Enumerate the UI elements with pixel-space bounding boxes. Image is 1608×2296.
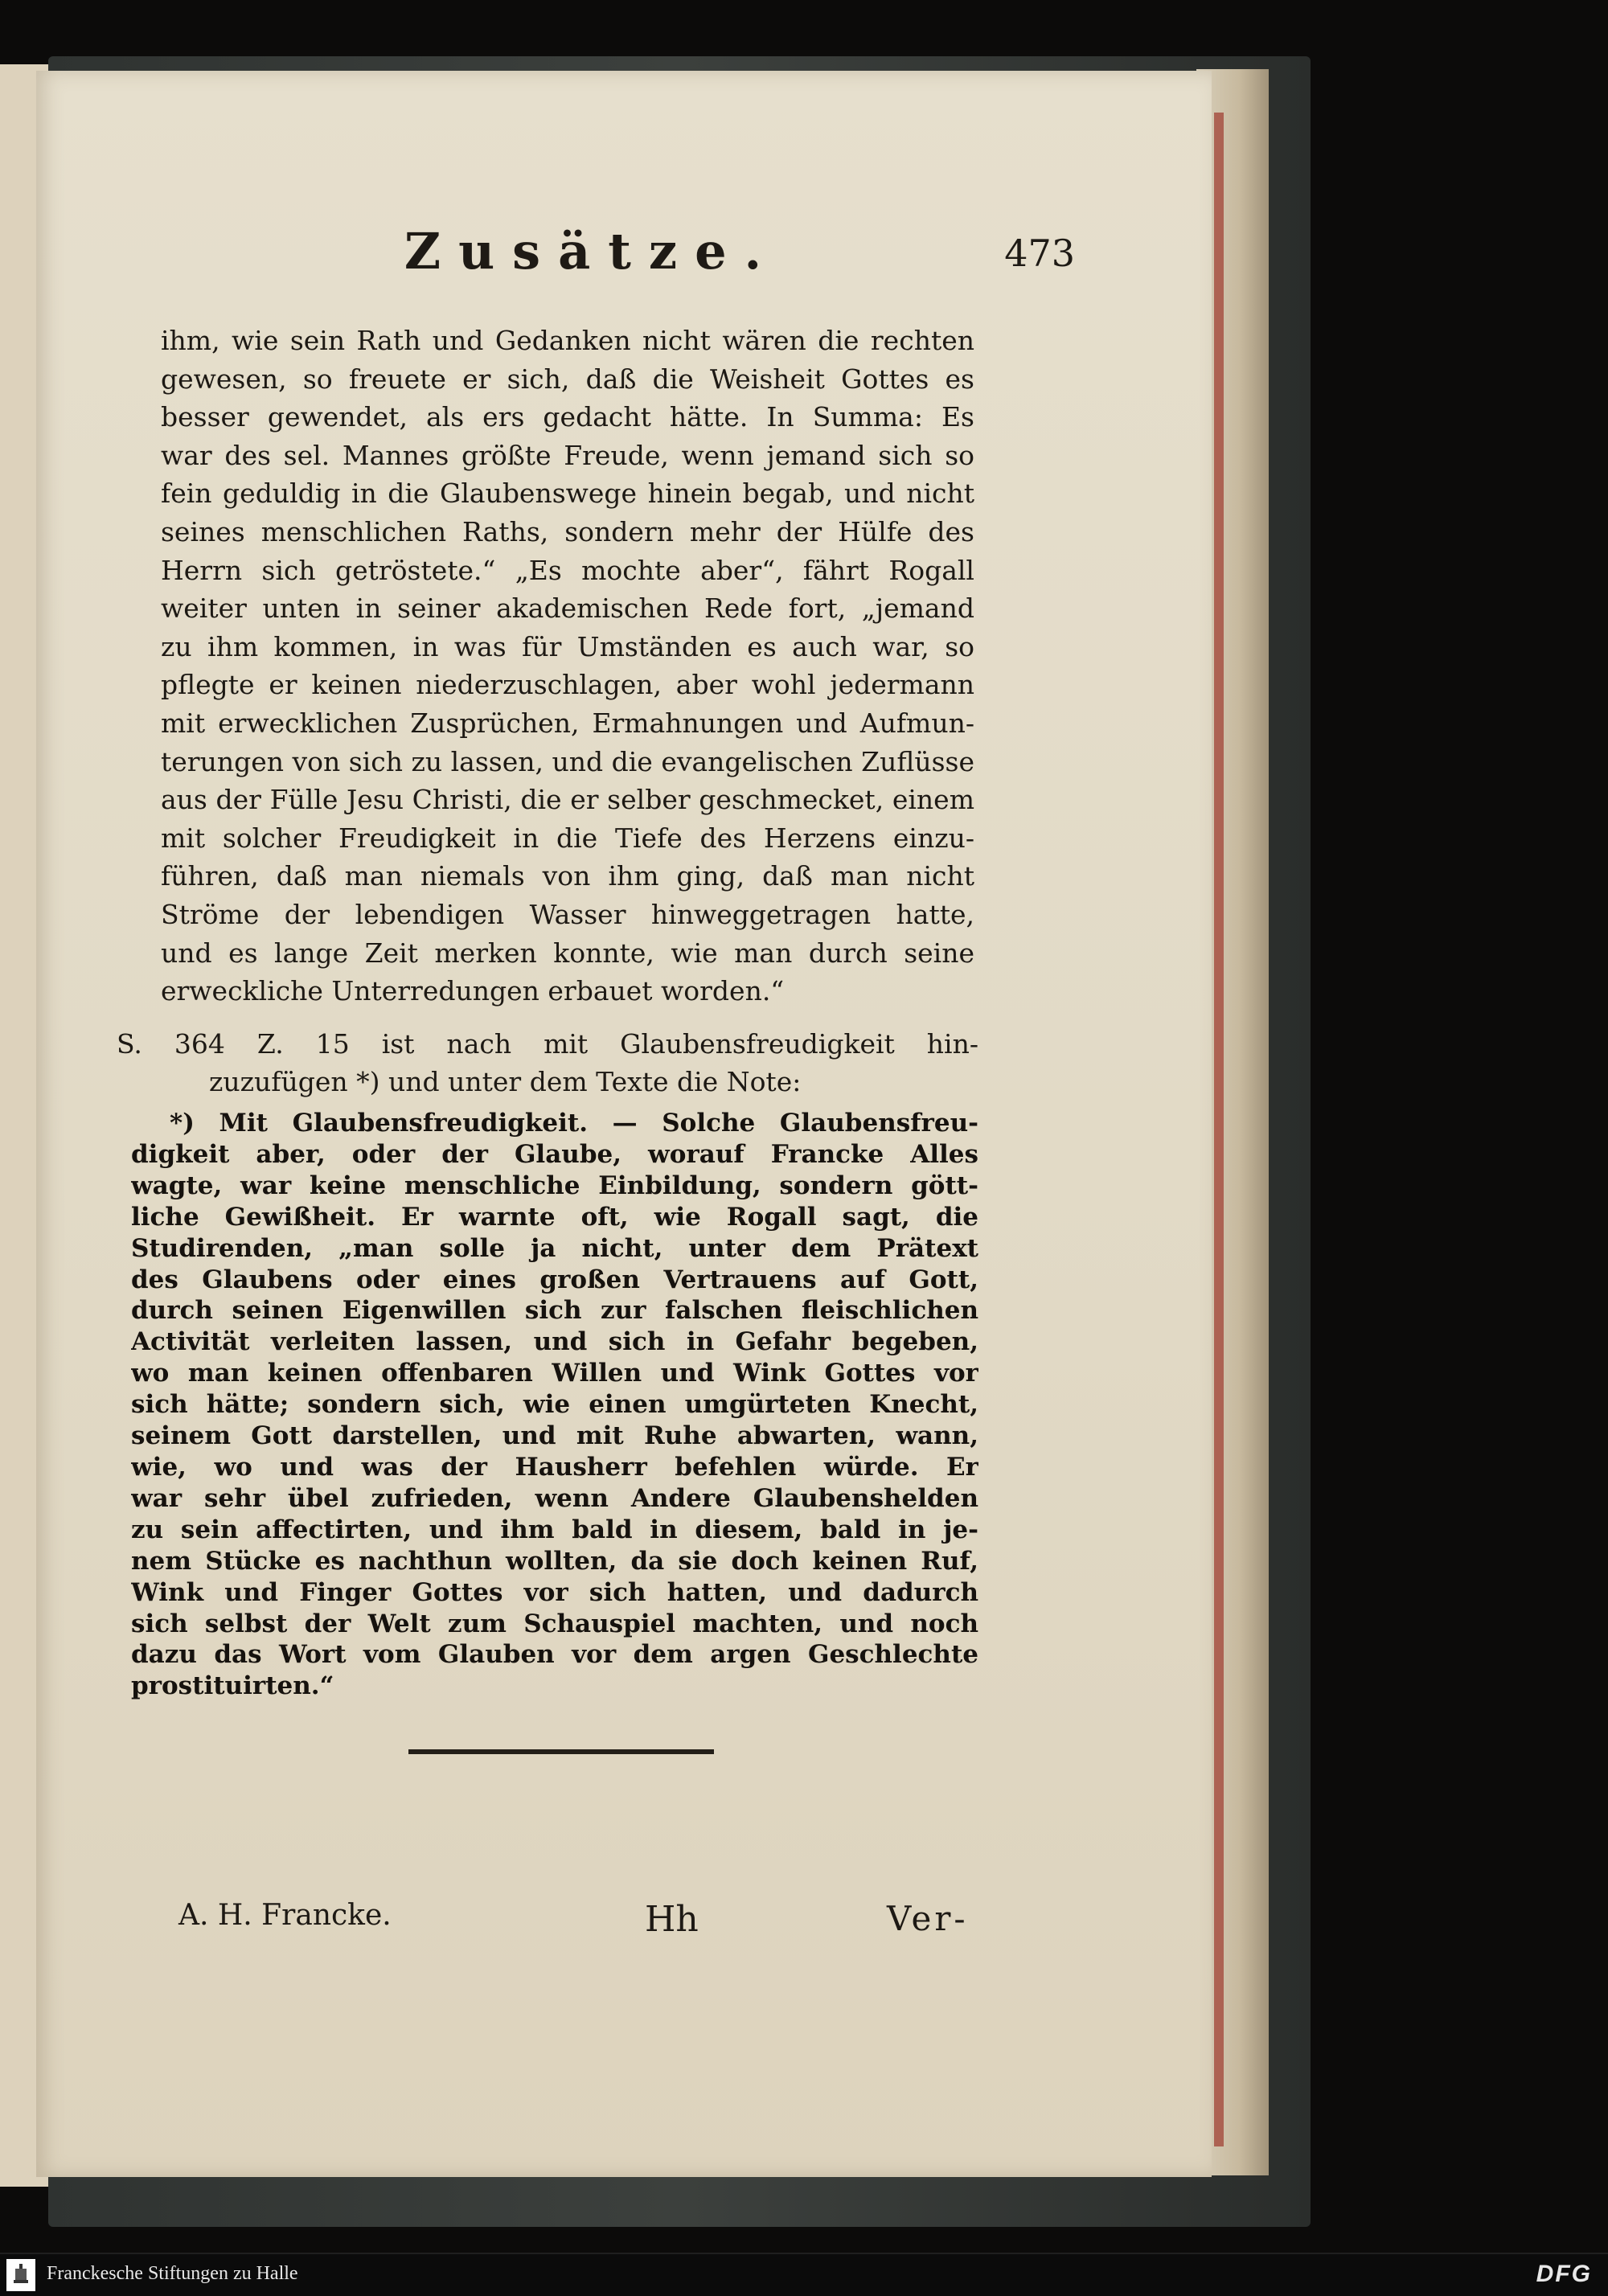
signature-mark: Hh <box>645 1899 699 1940</box>
text-line: aus der Fülle Jesu Christi, die er selber geschmecket, einem <box>161 784 974 816</box>
text-line: ihm, wie sein Rath und Gedanken nicht wären die rechten <box>161 325 974 356</box>
addendum-line: S. 364 Z. 15 ist nach mit Glaubensfreudigkeit hin- <box>117 1028 978 1060</box>
main-text-block <box>161 322 974 1011</box>
section-divider-rule <box>408 1749 714 1754</box>
signature-left: A. H. Francke. <box>178 1899 392 1932</box>
text-line: zu ihm kommen, in was für Umständen es auch war, so <box>161 630 974 662</box>
text-line: terungen von sich zu lassen, und die evangelischen Zuflüsse <box>161 745 974 777</box>
text-line: war des sel. Mannes größte Freude, wenn jemand sich so <box>161 439 974 471</box>
footnote-line: Wink und Finger Gottes vor sich hatten, und dadurch <box>131 1577 978 1607</box>
text-line: und es lange Zeit merken konnte, wie man durch seine <box>161 937 974 969</box>
addendum-block <box>117 1025 978 1101</box>
page-number: 473 <box>1004 232 1075 275</box>
text-line: besser gewendet, als ers gedacht hätte. In Summa: Es <box>161 401 974 433</box>
footnote-line: liche Gewißheit. Er warnte oft, wie Rogall sagt, die <box>131 1202 978 1232</box>
footnote-line: zu sein affectirten, und ihm bald in diesem, bald in je- <box>131 1515 978 1544</box>
institution-name: Franckesche Stiftungen zu Halle <box>47 2263 298 2284</box>
text-line: fein geduldig in die Glaubenswege hinein begab, und nicht <box>161 478 974 510</box>
footnote-line: wie, wo und was der Hausherr befehlen würde. Er <box>131 1452 978 1482</box>
text-line: weiter unten in seiner akademischen Rede fort, „jemand <box>161 592 974 625</box>
running-head-title: Zusätze. <box>404 222 780 281</box>
footnote-line: des Glaubens oder eines großen Vertrauens auf Gott, <box>131 1265 978 1294</box>
footnote-line: *) Mit Glaubensfreudigkeit. — Solche Glaubensfreu- <box>170 1109 978 1138</box>
text-line: pflegte er keinen niederzuschlagen, aber wohl jedermann <box>161 669 974 701</box>
footnote-line: digkeit aber, oder der Glaube, worauf Francke Alles <box>131 1139 978 1169</box>
dfg-logo: DFG <box>1536 2261 1592 2287</box>
viewer-status-bar <box>0 2253 1608 2296</box>
footnote-block <box>131 1108 978 1702</box>
institution-logo-icon <box>6 2259 35 2291</box>
text-line: Herrn sich getröstete.“ „Es mochte aber“, fährt Rogall <box>161 554 974 586</box>
catchword: Ver- <box>887 1899 969 1938</box>
text-line: gewesen, so freuete er sich, daß die Weisheit Gottes es <box>161 363 974 395</box>
footnote-line: dazu das Wort vom Glauben vor dem argen Geschlechte <box>131 1640 978 1670</box>
text-line: Ströme der lebendigen Wasser hinweggetragen hatte, <box>161 898 974 930</box>
text-line: mit erwecklichen Zusprüchen, Ermahnungen und Aufmun- <box>161 707 974 739</box>
footnote-line: seinem Gott darstellen, und mit Ruhe abwarten, wann, <box>131 1421 978 1451</box>
text-line: seines menschlichen Raths, sondern mehr der Hülfe des <box>161 515 974 547</box>
red-page-edge <box>1214 113 1224 2146</box>
footnote-line: durch seinen Eigenwillen sich zur falschen fleischlichen <box>131 1296 978 1326</box>
footnote-line: sich selbst der Welt zum Schauspiel machten, und noch <box>131 1609 978 1638</box>
text-line: erweckliche Unterredungen erbauet worden.“ <box>161 975 785 1007</box>
addendum-line: zuzufügen *) und unter dem Texte die Note: <box>209 1066 802 1097</box>
footnote-line: prostituirten.“ <box>131 1671 334 1701</box>
text-line: mit solcher Freudigkeit in die Tiefe des Herzens einzu- <box>161 822 974 854</box>
footnote-line: wagte, war keine menschliche Einbildung, sondern gött- <box>131 1171 978 1200</box>
running-head <box>181 222 1075 286</box>
footnote-line: nem Stücke es nachthun wollten, da sie doch keinen Ruf, <box>131 1546 978 1576</box>
footnote-line: wo man keinen offenbaren Willen und Wink Gottes vor <box>131 1359 978 1388</box>
footnote-line: Studirenden, „man solle ja nicht, unter dem Prätext <box>131 1233 978 1263</box>
text-line: führen, daß man niemals von ihm ging, daß man nicht <box>161 860 974 892</box>
footnote-line: Activität verleiten lassen, und sich in Gefahr begeben, <box>131 1327 978 1357</box>
footnote-line: war sehr übel zufrieden, wenn Andere Glaubenshelden <box>131 1483 978 1513</box>
footnote-line: sich hätte; sondern sich, wie einen umgürteten Knecht, <box>131 1390 978 1420</box>
